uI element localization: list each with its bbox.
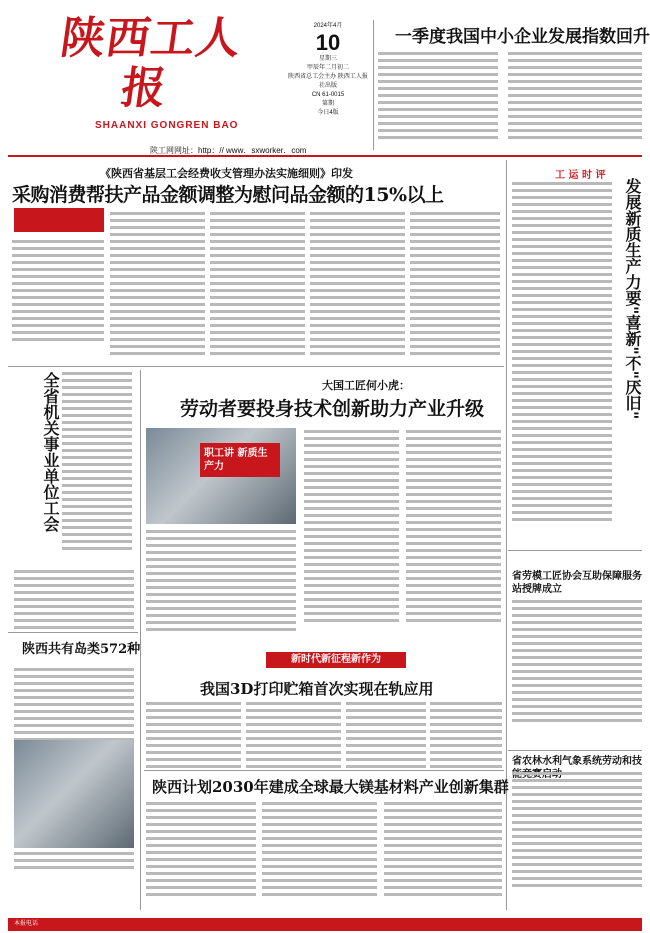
issue-lunar: 甲辰年二月初二 bbox=[306, 65, 349, 71]
headline-a10: 省农林水利气象系统劳动和技 bbox=[512, 756, 642, 767]
headline-a1: 一季度我国中小企业发展指数回升 bbox=[395, 27, 650, 47]
masthead-rule bbox=[8, 155, 642, 157]
kicker-a5: 大国工匠何小虎： bbox=[322, 379, 410, 392]
issue-day: 10 bbox=[315, 30, 341, 55]
headline-a2: 采购消费帮扶产品金额调整为慰问品金额的15%以上 bbox=[12, 184, 444, 206]
masthead-title: 陕西工人报 bbox=[57, 13, 245, 114]
issue-publisher: 陕西省总工会主办 陕西工人报社出版 bbox=[288, 74, 368, 89]
headline-a8: 发展新质生产力要"喜新"不"厌旧" bbox=[623, 178, 642, 420]
bird-photo bbox=[14, 740, 134, 848]
headline-a5: 劳动者要投身技术创新助力产业升级 bbox=[180, 398, 485, 420]
headline-a3: 全省机关事业单位工会 bbox=[41, 372, 60, 532]
issue-edition: 第期 bbox=[321, 101, 334, 107]
section-worker-talk: 职工讲 新质生产力 bbox=[200, 443, 280, 477]
issue-date: 2024年4月 bbox=[313, 23, 343, 29]
issue-codes: CN 61-0015 bbox=[311, 92, 345, 98]
kicker-a2: 《陕西省基层工会经费收支管理办法实施细则》印发 bbox=[100, 167, 353, 180]
issue-info bbox=[288, 22, 368, 150]
issue-pages: 今日4版 bbox=[317, 110, 339, 116]
headline-a4: 陕西共有岛类572种 bbox=[22, 642, 141, 657]
section-new-era: 新时代新征程新作为 bbox=[266, 652, 406, 668]
footer-bar: 本报电话 bbox=[8, 918, 642, 931]
site-url[interactable]: 陕工网网址：http：// www．sxworker．com bbox=[150, 146, 307, 155]
banner-a2 bbox=[14, 208, 104, 232]
headline-a6: 我国3D打印贮箱首次实现在轨应用 bbox=[200, 680, 434, 698]
section-commentary: 工 运 时 评 bbox=[555, 170, 606, 181]
masthead-english: SHAANXI GONGREN BAO bbox=[95, 120, 239, 131]
headline-a7: 陕西计划2030年建成全球最大镁基材料产业创新集群 bbox=[152, 778, 509, 796]
issue-weekday: 星期三 bbox=[318, 56, 337, 62]
headline-a9: 省劳模工匠协会互助保障服务站授牌成立 bbox=[512, 571, 642, 595]
